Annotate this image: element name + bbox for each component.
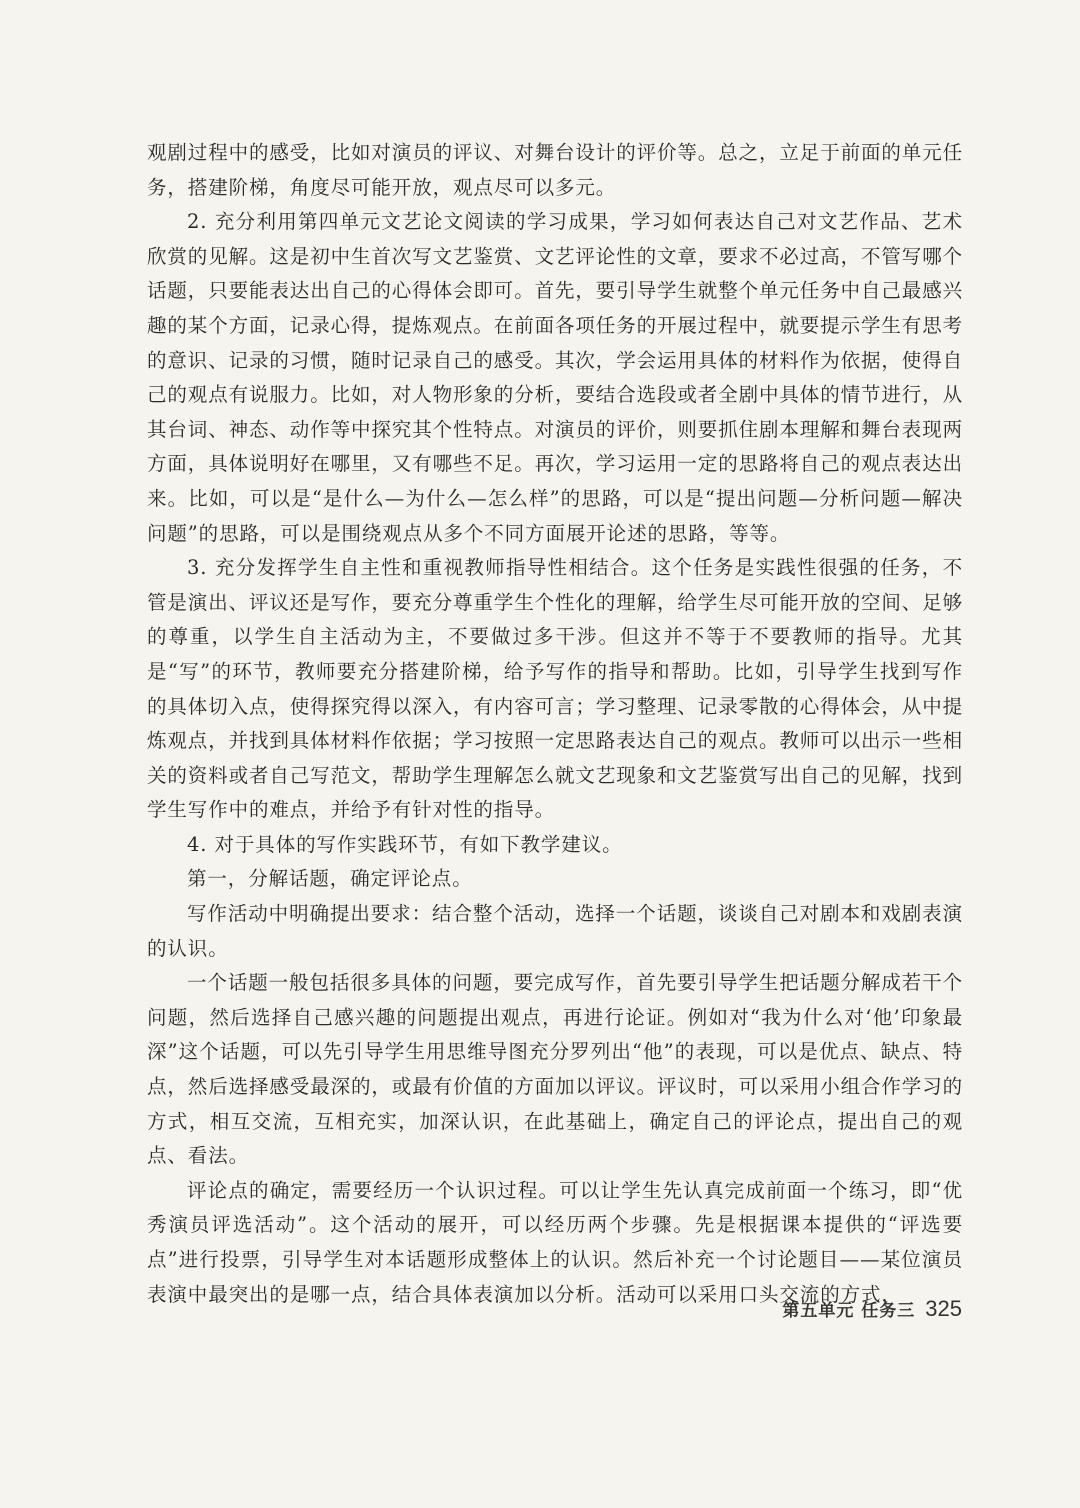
paragraph-1: 观剧过程中的感受，比如对演员的评议、对舞台设计的评价等。总之，立足于前面的单元任务，搭建阶梯，角度尽可能开放，观点尽可以多元。 bbox=[147, 141, 964, 199]
paragraph-6: 写作活动中明确提出要求：结合整个活动，选择一个话题，谈谈自己对剧本和戏剧表演的认识。 bbox=[147, 902, 963, 960]
paragraph-5: 第一，分解话题，确定评论点。 bbox=[187, 867, 473, 891]
paragraph-2: 2. 充分利用第四单元文艺论文阅读的学习成果，学习如何表达自己对文艺作品、艺术欣赏的见解。这是初中生首次写文艺鉴赏、文艺评论性的文章，要求不必过高，不管写哪个话题，只要能表达出自己的心得体会即可。首先，要引导学生就整个单元任务中自己最感兴趣的某个方面，记录心得，提炼观点。在前面各项任务的开展过程中，就要提示学生有思考的意识、记录的习惯，随时记录自己的感受。其次，学会运用具体的材料作为依据，使得自己的观点有说服力。比如，对人物形象的分析，要结合选段或者全剧中具体的情节进行，从其台词、神态、动作等中探究其个性特点。对演员的评价，则要抓住剧本理解和舞台表现两方面，具体说明好在哪里，又有哪些不足。再次，学习运用一定的思路将自己的观点表达出来。比如，可以是“是什么—为什么—怎么样”的思路，可以是“提出问题—分析问题—解决问题”的思路，可以是围绕观点从多个不同方面展开论述的思路，等等。 bbox=[147, 210, 964, 545]
section-label: 第五单元 任务三 bbox=[782, 1301, 916, 1321]
page-footer bbox=[782, 1296, 962, 1322]
paragraph-4: 4. 对于具体的写作实践环节，有如下教学建议。 bbox=[187, 832, 623, 856]
page-number: 325 bbox=[925, 1296, 962, 1321]
paragraph-7: 一个话题一般包括很多具体的问题，要完成写作，首先要引导学生把话题分解成若干个问题，然后选择自己感兴趣的问题提出观点，再进行论证。例如对“我为什么对‘他’印象最深”这个话题，可以先引导学生用思维导图充分罗列出“他”的表现，可以是优点、缺点、特点，然后选择感受最深的，或最有价值的方面加以评议。评议时，可以采用小组合作学习的方式，相互交流，互相充实，加深认识，在此基础上，确定自己的评论点，提出自己的观点、看法。 bbox=[147, 971, 964, 1168]
paragraph-3: 3. 充分发挥学生自主性和重视教师指导性相结合。这个任务是实践性很强的任务，不管是演出、评议还是写作，要充分尊重学生个性化的理解，给学生尽可能开放的空间、足够的尊重，以学生自主活动为主，不要做过多干涉。但这并不等于不要教师的指导。尤其是“写”的环节，教师要充分搭建阶梯，给予写作的指导和帮助。比如，引导学生找到写作的具体切入点，使得探究得以深入，有内容可言；学习整理、记录零散的心得体会，从中提炼观点，并找到具体材料作依据；学习按照一定思路表达自己的观点。教师可以出示一些相关的资料或者自己写范文，帮助学生理解怎么就文艺现象和文艺鉴赏写出自己的见解，找到学生写作中的难点，并给予有针对性的指导。 bbox=[147, 556, 964, 822]
page-body bbox=[147, 136, 963, 1312]
paragraph-8: 评论点的确定，需要经历一个认识过程。可以让学生先认真完成前面一个练习，即“优秀演员评选活动”。这个活动的展开，可以经历两个步骤。先是根据课本提供的“评选要点”进行投票，引导学生对本话题形成整体上的认识。然后补充一个讨论题目——某位演员表演中最突出的是哪一点，结合具体表演加以分析。活动可以采用口头交流的方式， bbox=[147, 1178, 963, 1306]
